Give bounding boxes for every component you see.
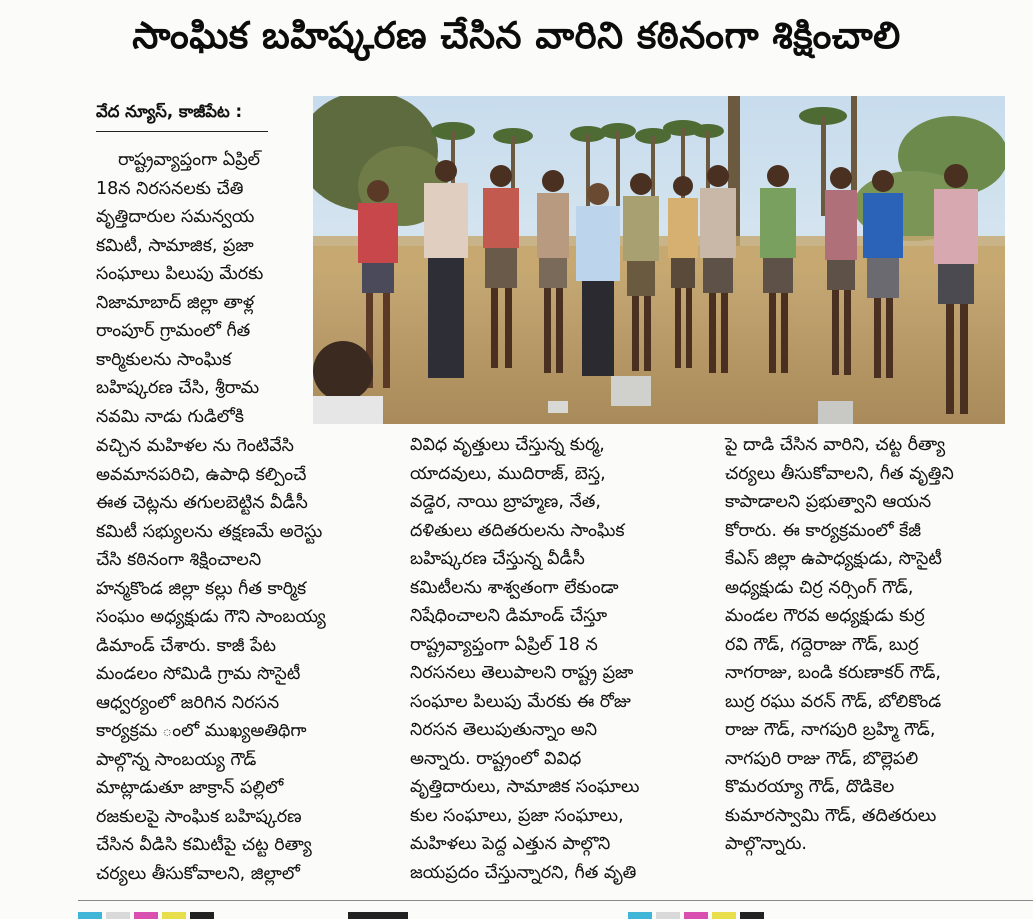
bottom-rule <box>78 900 1033 901</box>
text-line: కమిటీ సభ్యులను తక్షణమే అరెస్టు <box>96 521 323 542</box>
text-line: రాంపూర్ గ్రామంలో గీత <box>96 321 251 341</box>
text-line: రజకులపై సాంఘిక బహిష్కరణ <box>96 806 302 827</box>
text-line: కుమారస్వామి గౌడ్, తదితరులు <box>725 805 937 826</box>
text-line: కుల సంఘాలు, ప్రజా సంఘాలు, <box>410 805 624 826</box>
text-line: రాజు గౌడ్, నాగపురి బ్రహ్మి గౌడ్, <box>725 720 936 740</box>
text-line: చేసి కఠినంగా శిక్షించాలని <box>96 550 262 570</box>
text-line: కేఎస్ జిల్లా ఉపాధ్యక్షుడు, సొసైటీ <box>725 549 942 569</box>
text-line: పాల్గొన్న సాంబయ్య గౌడ్ <box>96 749 257 770</box>
text-line: వృత్తిదారులు, సామాజిక సంఘాలు <box>410 777 640 797</box>
text-line: బుర్ర రఘు వరన్ గౌడ్, బోలికొండ <box>725 691 942 712</box>
dateline: వేద న్యూస్, కాజీపేట : <box>96 102 243 121</box>
text-line: వివిధ వృత్తులు చేస్తున్న కుర్మ, <box>410 435 605 455</box>
text-line: కమిటీలను శాశ్వతంగా లేకుండా <box>410 577 619 598</box>
black-mark <box>190 912 214 919</box>
column-1-bottom <box>96 432 326 888</box>
dateline-rule <box>96 131 268 132</box>
text-line: వృత్తిదారుల సమన్వయ <box>96 207 255 227</box>
news-photo <box>313 96 1005 424</box>
text-line: నాగపురి రాజు గౌడ్, బొల్లెపలి <box>725 748 919 769</box>
text-line: దళితులు తదితరులను సాంఘిక <box>410 520 625 541</box>
magenta-mark <box>134 912 158 919</box>
text-line: యాదవులు, ముదిరాజ్, బెస్త, <box>410 463 606 484</box>
headline: సాంఘిక బహిష్కరణ చేసిన వారిని కఠినంగా శిక్షించాలి <box>132 14 901 57</box>
photo-illustration <box>313 96 1005 424</box>
text-line: కార్యక్రమ ంలో ముఖ్యఅతిథిగా <box>96 721 307 741</box>
black-bar-mark <box>348 912 408 919</box>
text-line: కొమరయ్యా గౌడ్, దొడికెల <box>725 777 895 797</box>
text-line: అవమానపరిచి, ఉపాధి కల్పించే <box>96 464 307 485</box>
text-line: నిరసనలు తెలుపాలని రాష్ట్ర ప్రజా <box>410 663 634 683</box>
text-line: కాపాడాలని ప్రభుత్వాని ఆయన <box>725 492 932 512</box>
text-line: కార్మికులను సాంఘిక <box>96 349 232 370</box>
text-line: నిరసన తెలుపుతున్నాం అని <box>410 720 598 740</box>
text-line: హన్మకొండ జిల్లా కల్లు గీత కార్మిక <box>96 578 307 599</box>
text-line: 18న నిరసనలకు చేతి <box>96 178 244 199</box>
gray-mark <box>106 912 130 919</box>
text-line: మాట్లాడుతూ జాక్రాన్ పల్లిలో <box>96 778 284 798</box>
text-line: చేసిన వీడిసి కమిటీపై చట్ట రిత్యా <box>96 835 312 855</box>
text-line: చర్యలు తీసుకోవాలని, గీత వృత్తిని <box>725 463 954 484</box>
text-line: సంఘం అధ్యక్షుడు గౌని సాంబయ్య <box>96 607 326 627</box>
text-line: రాష్ట్రవ్యాప్తంగా ఏప్రిల్ <box>118 150 261 170</box>
text-line: బహిష్కరణ చేస్తున్న వీడీసీ <box>410 549 585 569</box>
text-line: ఈత చెట్లను తగులబెట్టిన వీడీసీ <box>96 493 308 513</box>
text-line: మండలం సోమిడి గ్రామ సొసైటీ <box>96 664 301 684</box>
text-line: సంఘాల పిలుపు మేరకు ఈ రోజు <box>410 691 631 712</box>
gray-mark <box>656 912 680 919</box>
text-line: అన్నారు. రాష్ట్రంలో వివిధ <box>410 748 582 769</box>
column-1-top <box>96 146 263 431</box>
text-line: రవి గౌడ్, గద్దెరాజు గౌడ్, బుర్ర <box>725 634 919 655</box>
column-3 <box>725 431 954 859</box>
text-line: నిషేధించాలని డిమాండ్ చేస్తూ <box>410 606 608 626</box>
text-line: డిమాండ్ చేశారు. కాజీ పేట <box>96 635 277 656</box>
text-line: రాష్ట్రవ్యాప్తంగా ఏప్రిల్ 18 న <box>410 634 598 655</box>
cyan-mark <box>628 912 652 919</box>
text-line: కోరారు. ఈ కార్యక్రమంలో కేజీ <box>725 520 922 541</box>
text-line: మహిళలు పెద్ద ఎత్తున పాల్గొని <box>410 834 611 854</box>
text-line: మండల గౌరవ అధ్యక్షుడు కుర్ర <box>725 606 925 626</box>
yellow-mark <box>162 912 186 919</box>
text-line: జయప్రదం చేస్తున్నారని, గీత వృతి <box>410 862 637 883</box>
text-line: పై దాడి చేసిన వారిని, చట్ట రీత్యా <box>725 435 946 455</box>
yellow-mark <box>712 912 736 919</box>
black-mark <box>740 912 764 919</box>
text-line: కమిటీ, సామాజిక, ప్రజా <box>96 235 254 256</box>
cyan-mark <box>78 912 102 919</box>
text-line: ఆధ్వర్యంలో జరిగిన నిరసన <box>96 692 280 713</box>
text-line: చర్యలు తీసుకోవాలని, జిల్లాలో <box>96 863 300 884</box>
text-line: నాగరాజు, బండి కరుణాకర్ గౌడ్, <box>725 663 941 683</box>
text-line: పాల్గొన్నారు. <box>725 834 807 854</box>
text-line: నిజామాబాద్ జిల్లా తాళ్ల <box>96 292 255 313</box>
column-2 <box>410 431 639 887</box>
text-line: సంఘాలు పిలుపు మేరకు <box>96 264 264 284</box>
text-line: నవమి నాడు గుడిలోకి <box>96 406 244 427</box>
print-registration-marks <box>78 912 1033 919</box>
text-line: అధ్యక్షుడు చిర్ర నర్సింగ్ గౌడ్, <box>725 577 914 598</box>
text-line: వచ్చిన మహిళల ను గెంటివేసి <box>96 436 294 456</box>
text-line: వడ్డెర, నాయి బ్రాహ్మణ, నేత, <box>410 492 601 512</box>
magenta-mark <box>684 912 708 919</box>
text-line: బహిష్కరణ చేసి, శ్రీరామ <box>96 378 260 398</box>
